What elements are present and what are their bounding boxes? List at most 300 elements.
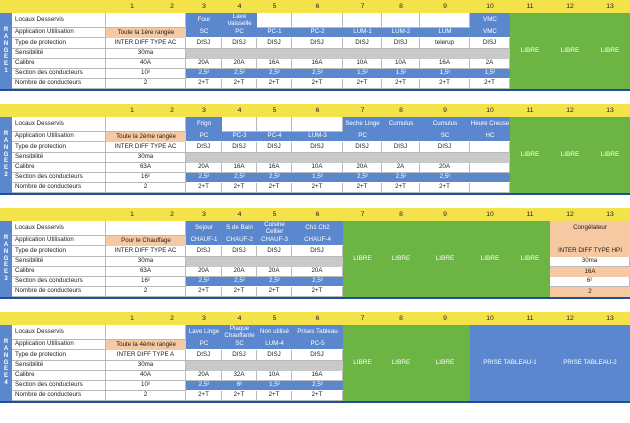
- cell-app: LUM-1: [343, 28, 382, 38]
- summary-nombre: 2: [106, 183, 186, 193]
- cell-prot: DISJ: [292, 142, 343, 153]
- rangee-letter: N: [3, 40, 9, 47]
- rangee-number: 3: [4, 276, 8, 283]
- row-label: Sensibilité: [12, 49, 106, 59]
- cell-sens: [470, 49, 510, 59]
- cell-sec: 2,5²: [222, 173, 257, 183]
- cell-nb: 2+T: [222, 79, 257, 89]
- header-number: 7: [343, 208, 382, 221]
- header-number: 5: [257, 104, 292, 117]
- summary-calibre: 40A: [106, 371, 186, 381]
- cell-nb: 2+T: [257, 183, 292, 193]
- header-number: 6: [292, 0, 343, 13]
- free-slot: LIBRE: [510, 117, 550, 193]
- rangee-letter: A: [3, 137, 9, 144]
- header-number: 8: [382, 208, 420, 221]
- free-slot: LIBRE: [470, 221, 510, 297]
- row-label: Section des conducteurs: [12, 173, 106, 183]
- row-label: Section des conducteurs: [12, 69, 106, 79]
- row-label: Locaux Desservis: [12, 325, 106, 340]
- header-number: 7: [343, 312, 382, 325]
- rangee-letter: E: [3, 373, 8, 380]
- cell-locaux: Four: [186, 13, 222, 28]
- cell-cal: 2A: [470, 59, 510, 69]
- rangee-letter: N: [3, 248, 9, 255]
- summary-section: 10²: [106, 381, 186, 391]
- cell-cal: 20A: [186, 59, 222, 69]
- cell-app: PC-1: [257, 28, 292, 38]
- cell-nb: 2+T: [257, 79, 292, 89]
- header-number: 12: [550, 104, 590, 117]
- cell-sec: 1,5²: [292, 173, 343, 183]
- summary-sensibilite: 30ma: [106, 153, 186, 163]
- row-label: Sensibilité: [12, 361, 106, 371]
- row-label: Type de protection: [12, 38, 106, 49]
- cell-sens: [420, 153, 470, 163]
- rangee-letter: E: [3, 61, 8, 68]
- cell-cal: 16A: [292, 59, 343, 69]
- cell-sec: 2,5²: [222, 277, 257, 287]
- summary-calibre: 40A: [106, 59, 186, 69]
- prise-tableau-2: PRISE TABLEAU-2: [550, 325, 630, 401]
- cell-sec: 1,5²: [382, 69, 420, 79]
- header-number: 3: [186, 104, 222, 117]
- cell-prot: DISJ: [186, 38, 222, 49]
- cell-locaux: [420, 13, 470, 28]
- cell-sens: [343, 49, 382, 59]
- cell-cal: 20A: [186, 267, 222, 277]
- row-label: Calibre: [12, 267, 106, 277]
- cell-cal: 20A: [257, 267, 292, 277]
- cell-cal: 16A: [292, 371, 343, 381]
- summary-application: Toute la 1ère rangée: [106, 28, 186, 38]
- header-number: 11: [510, 0, 550, 13]
- cell-app: PC: [222, 28, 257, 38]
- rangee-letter: A: [3, 345, 9, 352]
- rangee-letter: R: [3, 130, 9, 137]
- summary-sensibilite: 30ma: [106, 361, 186, 371]
- cell-nb: 2+T: [292, 79, 343, 89]
- cell-prot: DISJ: [343, 38, 382, 49]
- cell-sens: [186, 49, 222, 59]
- congel-prot: INTER DIFF TYPE HPI: [550, 246, 630, 257]
- header-number: 8: [382, 312, 420, 325]
- cell-app: CHAUF-2: [222, 236, 257, 246]
- header-number: 12: [550, 0, 590, 13]
- cell-sec: 2,5²: [292, 277, 343, 287]
- rangee-letter: G: [3, 359, 9, 366]
- summary-sensibilite: 30ma: [106, 257, 186, 267]
- rangee-letter: E: [3, 158, 8, 165]
- cell-prot: DISJ: [222, 142, 257, 153]
- cell-sens: [257, 49, 292, 59]
- rangee-letter: R: [3, 234, 9, 241]
- cell-sec: 2,5²: [420, 173, 470, 183]
- cell-locaux: [222, 117, 257, 132]
- row-label: Nombre de conducteurs: [12, 79, 106, 89]
- free-slot: LIBRE: [420, 221, 470, 297]
- cell-sec: 2,5²: [343, 173, 382, 183]
- cell-sec: [470, 173, 510, 183]
- congel-sec: 6²: [550, 277, 630, 287]
- cell-locaux: [292, 117, 343, 132]
- header-number: 10: [470, 104, 510, 117]
- row-label: Sensibilité: [12, 153, 106, 163]
- cell-sec: 2,5²: [257, 173, 292, 183]
- row-label: Application Utilisation: [12, 28, 106, 38]
- header-number: 7: [343, 0, 382, 13]
- cell-locaux: Cumulus: [420, 117, 470, 132]
- cell-nb: 2+T: [343, 79, 382, 89]
- summary-blank: [106, 13, 186, 28]
- cell-prot: DISJ: [292, 246, 343, 257]
- cell-locaux: Non utilisé: [257, 325, 292, 340]
- free-slot: LIBRE: [343, 221, 382, 297]
- header-number: 9: [420, 312, 470, 325]
- cell-app: LUM-4: [257, 340, 292, 350]
- cell-nb: 2+T: [382, 79, 420, 89]
- summary-nombre: 2: [106, 287, 186, 297]
- row-label: Nombre de conducteurs: [12, 183, 106, 193]
- cell-locaux: [257, 13, 292, 28]
- cell-cal: 16A: [222, 163, 257, 173]
- row-label: Locaux Desservis: [12, 221, 106, 236]
- free-slot: LIBRE: [343, 325, 382, 401]
- cell-app: PC-4: [257, 132, 292, 142]
- rangee-letter: E: [3, 366, 8, 373]
- cell-app: VMC: [470, 28, 510, 38]
- cell-locaux: Cumulus: [382, 117, 420, 132]
- header-number: 10: [470, 0, 510, 13]
- header-number: 5: [257, 0, 292, 13]
- free-slot: LIBRE: [550, 13, 590, 89]
- cell-app: SC: [420, 132, 470, 142]
- cell-sec: 1,5²: [343, 69, 382, 79]
- rangee-letter: G: [3, 47, 9, 54]
- header-number: 13: [590, 104, 630, 117]
- rangee-letter: G: [3, 151, 9, 158]
- cell-sec: 1,5²: [470, 69, 510, 79]
- header-number: 3: [186, 312, 222, 325]
- cell-cal: 20A: [292, 267, 343, 277]
- free-slot: LIBRE: [382, 325, 420, 401]
- summary-protection: INTER DIFF TYPE AC: [106, 38, 186, 49]
- rangee-label: [0, 221, 12, 297]
- cell-nb: 2+T: [470, 79, 510, 89]
- cell-app: CHAUF-3: [257, 236, 292, 246]
- congel-cal: 16A: [550, 267, 630, 277]
- cell-cal: 10A: [343, 59, 382, 69]
- cell-nb: 2+T: [257, 391, 292, 401]
- row-label: Application Utilisation: [12, 132, 106, 142]
- header-number: 8: [382, 104, 420, 117]
- header-number: 4: [222, 0, 257, 13]
- cell-cal: 20A: [222, 267, 257, 277]
- header-number: 1: [106, 312, 158, 325]
- rangee-letter: G: [3, 255, 9, 262]
- cell-sens: [257, 361, 292, 371]
- free-slot: LIBRE: [590, 117, 630, 193]
- header-blank: [0, 208, 12, 221]
- cell-sens: [186, 361, 222, 371]
- cell-app: CHAUF-4: [292, 236, 343, 246]
- cell-cal: 20A: [420, 163, 470, 173]
- summary-protection: INTER DIFF TYPE AC: [106, 246, 186, 257]
- header-number: 4: [222, 104, 257, 117]
- summary-application: Pour le Chauffage: [106, 236, 186, 246]
- header-number: 13: [590, 208, 630, 221]
- cell-prot: DISJ: [222, 246, 257, 257]
- cell-nb: 2+T: [257, 287, 292, 297]
- row-label: Type de protection: [12, 142, 106, 153]
- congel-nb: 2: [550, 287, 630, 297]
- cell-sens: [420, 49, 470, 59]
- cell-locaux: Sejour: [186, 221, 222, 236]
- cell-sec: 2,5²: [292, 381, 343, 391]
- cell-locaux: Heure Creuse: [470, 117, 510, 132]
- rangee-letter: R: [3, 338, 9, 345]
- header-blank: [12, 208, 106, 221]
- free-slot: LIBRE: [550, 117, 590, 193]
- cell-cal: 16A: [257, 59, 292, 69]
- free-slot: LIBRE: [382, 221, 420, 297]
- header-number: 10: [470, 312, 510, 325]
- row-label: Type de protection: [12, 246, 106, 257]
- cell-sec: 2,5²: [292, 69, 343, 79]
- cell-sec: 1,5²: [257, 381, 292, 391]
- cell-cal: 10A: [292, 163, 343, 173]
- cell-app: PC: [186, 340, 222, 350]
- cell-app: SC: [222, 340, 257, 350]
- summary-nombre: 2: [106, 79, 186, 89]
- rangee-letter: R: [3, 26, 9, 33]
- rangee-letter: A: [3, 241, 9, 248]
- cell-sens: [470, 153, 510, 163]
- cell-locaux: [292, 13, 343, 28]
- rangee-number: 1: [4, 68, 8, 75]
- cell-locaux: [382, 13, 420, 28]
- cell-nb: 2+T: [382, 183, 420, 193]
- cell-sens: [186, 257, 222, 267]
- cell-app: HC: [470, 132, 510, 142]
- cell-app: LUM: [420, 28, 470, 38]
- cell-sens: [222, 153, 257, 163]
- cell-sec: 2,5²: [257, 277, 292, 287]
- cell-prot: [470, 142, 510, 153]
- cell-nb: 2+T: [222, 183, 257, 193]
- header-number: 12: [550, 312, 590, 325]
- header-number: 13: [590, 0, 630, 13]
- header-blank: [12, 0, 106, 13]
- cell-app: PC: [343, 132, 382, 142]
- summary-blank: [106, 221, 186, 236]
- header-number: 10: [470, 208, 510, 221]
- summary-protection: INTER DIFF TYPE A: [106, 350, 186, 361]
- header-number: 7: [343, 104, 382, 117]
- section-divider: [0, 89, 630, 91]
- summary-blank: [106, 117, 186, 132]
- cell-sec: 2,5²: [382, 173, 420, 183]
- summary-section: 16²: [106, 173, 186, 183]
- cell-prot: DISJ: [470, 38, 510, 49]
- cell-cal: 20A: [343, 163, 382, 173]
- cell-app: [382, 132, 420, 142]
- header-number: 4: [222, 312, 257, 325]
- header-blank: [0, 104, 12, 117]
- cell-sens: [292, 257, 343, 267]
- header-number: 1: [106, 208, 158, 221]
- cell-sens: [257, 257, 292, 267]
- cell-prot: DISJ: [420, 142, 470, 153]
- cell-prot: DISJ: [292, 350, 343, 361]
- free-slot: LIBRE: [590, 13, 630, 89]
- prise-tableau-1: PRISE TABLEAU-1: [470, 325, 550, 401]
- row-label: Type de protection: [12, 350, 106, 361]
- header-number: 11: [510, 312, 550, 325]
- row-label: Application Utilisation: [12, 340, 106, 350]
- cell-sens: [257, 153, 292, 163]
- cell-cal: 20A: [222, 59, 257, 69]
- row-label: Nombre de conducteurs: [12, 287, 106, 297]
- header-number: 12: [550, 208, 590, 221]
- header-number: 1: [106, 104, 158, 117]
- cell-nb: 2+T: [292, 183, 343, 193]
- rangee-letter: A: [3, 33, 9, 40]
- cell-cal: 2A: [382, 163, 420, 173]
- cell-sens: [222, 257, 257, 267]
- cell-nb: 2+T: [222, 391, 257, 401]
- summary-nombre: 2: [106, 391, 186, 401]
- cell-sens: [292, 153, 343, 163]
- cell-sec: 2,5²: [186, 381, 222, 391]
- cell-app: PC-2: [292, 28, 343, 38]
- header-number: 4: [222, 208, 257, 221]
- header-number: 6: [292, 312, 343, 325]
- cell-nb: 2+T: [292, 391, 343, 401]
- free-slot: LIBRE: [510, 221, 550, 297]
- header-number: 13: [590, 312, 630, 325]
- free-slot: LIBRE: [510, 13, 550, 89]
- cell-app: CHAUF-1: [186, 236, 222, 246]
- summary-calibre: 63A: [106, 267, 186, 277]
- cell-prot: DISJ: [222, 350, 257, 361]
- cell-sec: 6²: [222, 381, 257, 391]
- cell-sec: 2,5²: [257, 69, 292, 79]
- cell-sens: [222, 49, 257, 59]
- summary-sensibilite: 30ma: [106, 49, 186, 59]
- header-number: 1: [106, 0, 158, 13]
- congel-sens: 30ma: [550, 257, 630, 267]
- summary-calibre: 63A: [106, 163, 186, 173]
- cell-cal: 32A: [222, 371, 257, 381]
- cell-nb: 2+T: [292, 287, 343, 297]
- header-number: 3: [186, 208, 222, 221]
- cell-sens: [382, 49, 420, 59]
- cell-nb: [470, 183, 510, 193]
- cell-locaux: Ch1 Ch2: [292, 221, 343, 236]
- header-number: 2: [158, 104, 186, 117]
- header-blank: [0, 312, 12, 325]
- rangee-letter: E: [3, 165, 8, 172]
- header-number: 6: [292, 104, 343, 117]
- cell-sec: 2,5²: [186, 173, 222, 183]
- cell-sec: 2,5²: [222, 69, 257, 79]
- cell-prot: DISJ: [382, 142, 420, 153]
- cell-app: PC-3: [222, 132, 257, 142]
- cell-locaux: Lave Linge: [186, 325, 222, 340]
- row-label: Calibre: [12, 163, 106, 173]
- cell-locaux: [257, 117, 292, 132]
- cell-locaux: S de Bain: [222, 221, 257, 236]
- cell-cal: 20A: [186, 371, 222, 381]
- header-number: 8: [382, 0, 420, 13]
- cell-nb: 2+T: [186, 391, 222, 401]
- header-number: 5: [257, 312, 292, 325]
- row-label: Section des conducteurs: [12, 277, 106, 287]
- cell-prot: DISJ: [257, 38, 292, 49]
- rangee-label: [0, 117, 12, 193]
- rangee-label: [0, 13, 12, 89]
- cell-locaux: [343, 13, 382, 28]
- cell-locaux: Seche Linge: [343, 117, 382, 132]
- cell-cal: 10A: [382, 59, 420, 69]
- cell-locaux: Lave Vaisselle: [222, 13, 257, 28]
- free-slot: LIBRE: [420, 325, 470, 401]
- section-divider: [0, 401, 630, 403]
- cell-cal: [470, 163, 510, 173]
- rangee-letter: N: [3, 352, 9, 359]
- cell-sens: [292, 49, 343, 59]
- header-number: 3: [186, 0, 222, 13]
- summary-application: Toute la 4ème rangée: [106, 340, 186, 350]
- summary-section: 10²: [106, 69, 186, 79]
- cell-prot: DISJ: [257, 142, 292, 153]
- summary-protection: INTER DIFF TYPE AC: [106, 142, 186, 153]
- summary-section: 16²: [106, 277, 186, 287]
- cell-nb: 2+T: [420, 183, 470, 193]
- row-label: Calibre: [12, 371, 106, 381]
- section-divider: [0, 297, 630, 299]
- row-label: Nombre de conducteurs: [12, 391, 106, 401]
- cell-cal: 10A: [257, 371, 292, 381]
- cell-prot: DISJ: [382, 38, 420, 49]
- rangee-number: 4: [4, 380, 8, 387]
- header-number: 9: [420, 208, 470, 221]
- cell-app: PC: [186, 132, 222, 142]
- cell-sens: [292, 361, 343, 371]
- section-divider: [0, 193, 630, 195]
- cell-prot: DISJ: [186, 246, 222, 257]
- header-number: 11: [510, 104, 550, 117]
- cell-prot: DISJ: [292, 38, 343, 49]
- cell-sens: [186, 153, 222, 163]
- cell-cal: 16A: [420, 59, 470, 69]
- cell-prot: DISJ: [343, 142, 382, 153]
- rangee-letter: E: [3, 269, 8, 276]
- cell-app: SC: [186, 28, 222, 38]
- header-number: 11: [510, 208, 550, 221]
- row-label: Sensibilité: [12, 257, 106, 267]
- header-number: 9: [420, 104, 470, 117]
- cell-sens: [343, 153, 382, 163]
- cell-sec: 2,5²: [186, 69, 222, 79]
- cell-app: PC-5: [292, 340, 343, 350]
- cell-prot: DISJ: [186, 350, 222, 361]
- summary-blank: [106, 325, 186, 340]
- rangee-letter: E: [3, 54, 8, 61]
- rangee-letter: N: [3, 144, 9, 151]
- rangee-number: 2: [4, 172, 8, 179]
